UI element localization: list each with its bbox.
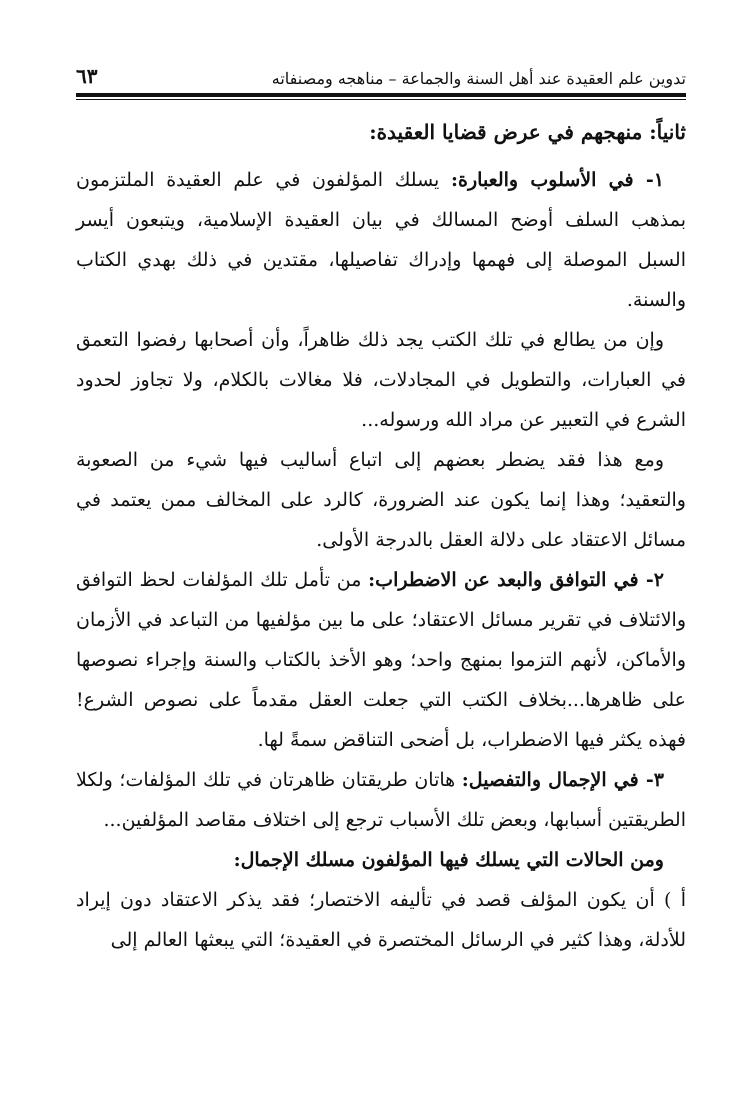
header-rule-thin — [76, 99, 686, 100]
header-rule-thick — [76, 93, 686, 97]
paragraph-exception: ومع هذا فقد يضطر بعضهم إلى اتباع أساليب فيها شيء من الصعوبة والتعقيد؛ وهذا إنما يكون عند الضرورة، كالرد على المخالف ممن يعتمد في مسائل الاعتقاد على دلالة العقل بالدرجة الأولى. — [76, 449, 686, 551]
body-text — [76, 112, 686, 960]
paragraph-heading: ٢- في التوافق والبعد عن الاضطراب: — [368, 569, 664, 591]
paragraph-consistency — [76, 560, 686, 760]
paragraph-heading: ١- في الأسلوب والعبارة: — [451, 169, 664, 191]
paragraph-text: من تأمل تلك المؤلفات لحظ التوافق والائتلاف في تقرير مسائل الاعتقاد؛ على ما بين مؤلفيها من التباعد في الأزمان والأماكن، لأنهم التزموا بمنهج واحد؛ وهو الأخذ بالكتاب والسنة وإجراء نصوصها على ظاهرها...بخلاف الكتب التي جعلت العقل مقدماً على نصوص الشرع! فهذه يكثر فيها الاضطراب، بل أضحى التناقض سمةً لها. — [76, 569, 686, 751]
paragraph-text: هاتان طريقتان ظاهرتان في تلك المؤلفات؛ ولكلا الطريقتين أسبابها، وبعض تلك الأسباب ترجع إلى اختلاف مقاصد المؤلفين... — [76, 769, 686, 831]
paragraph-heading: ٣- في الإجمال والتفصيل: — [461, 769, 665, 791]
page-number: ٦٣ — [76, 64, 98, 88]
section-heading: ثانياً: منهجهم في عرض قضايا العقيدة: — [369, 120, 686, 144]
paragraph-cases-heading: ومن الحالات التي يسلك فيها المؤلفون مسلك الإجمال: — [233, 849, 664, 871]
paragraph-clarity: وإن من يطالع في تلك الكتب يجد ذلك ظاهراً، وأن أصحابها رفضوا التعمق في العبارات، والتطويل في المجادلات، فلا مغالات بالكلام، ولا تجاوز لحدود الشرع في التعبير عن مراد الله ورسوله... — [76, 329, 686, 431]
paragraph-case-a: أ ) أن يكون المؤلف قصد في تأليفه الاختصار؛ فقد يذكر الاعتقاد دون إيراد للأدلة، وهذا كثير في الرسائل المختصرة في العقيدة؛ التي يبعثها العالم إلى — [76, 889, 686, 951]
paragraph-style-and-expression — [76, 160, 686, 320]
paragraph-summary-detail — [76, 760, 686, 840]
paragraph-text: يسلك المؤلفون في علم العقيدة الملتزمون بمذهب السلف أوضح المسالك في بيان العقيدة الإسلامية، ويتبعون أيسر السبل الموصلة إلى فهمها وإدراك تفاصيلها، مقتدين في ذلك بهدي الكتاب والسنة. — [76, 169, 686, 311]
running-title: تدوين علم العقيدة عند أهل السنة والجماعة – مناهجه ومصنفاته — [271, 69, 686, 88]
page-header — [76, 58, 686, 88]
